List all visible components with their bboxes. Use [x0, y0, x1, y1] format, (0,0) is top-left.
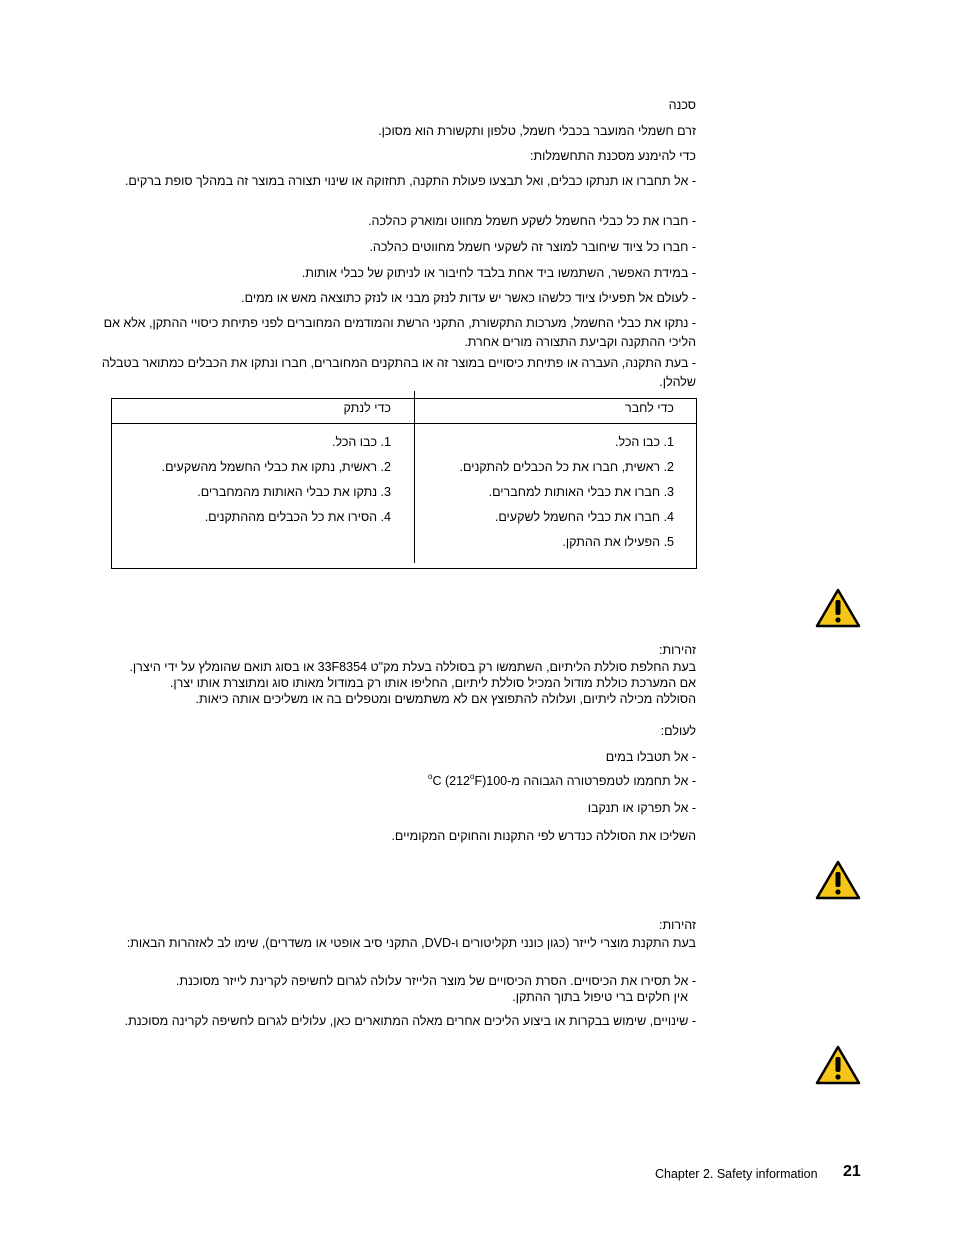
- never-item-3: - אל תפרקו או תנקבו: [587, 801, 696, 815]
- degree-f-sup: o: [470, 772, 475, 781]
- laser-item-1-line-2: אין חלקים ברי טיפול בתוך ההתקן.: [512, 990, 688, 1004]
- laser-caution-heading: זהירות:: [659, 918, 696, 932]
- fahrenheit-unit: F): [474, 774, 487, 788]
- battery-caution-line-3: הסוללה מכילה ליתיום, ועלולה להתפוצץ אם לא משתמשים ומטפלים בה או משליכים אותה כיאות.: [195, 692, 696, 706]
- danger-bullet-4: - במידת האפשר, השתמשו ביד אחת בלבד לחיבור או לניתוק של כבלי אותות.: [301, 266, 696, 280]
- page-number: 21: [843, 1163, 861, 1180]
- fahrenheit-open: (212: [441, 774, 470, 788]
- laser-item-1-line-1: - אל תסירו את הכיסויים. הסרת הכיסויים של מוצר הלייזר עלולה לגרום לחשיפה לקרינת לייזר מסוכנת.: [175, 974, 696, 988]
- danger-prevent-heading: כדי להימנע מסכנת התחשמלות:: [529, 149, 696, 163]
- temperature-prefix: - אל תחממו לטמפרטורה הגבוהה מ-100: [486, 774, 696, 788]
- laser-item-2: - שינויים, שימוש בבקרות או ביצוע הליכים אחרים מאלה המתוארים כאן, עלולים לגרום לחשיפה לקרינה מסוכנת.: [124, 1014, 696, 1028]
- disconnect-steps: [162, 430, 391, 530]
- danger-heading: סכנה: [668, 98, 696, 112]
- never-heading: לעולם:: [660, 724, 696, 738]
- laser-caution-intro: בעת התקנת מוצרי לייזר (כגון כונני תקליטורים ו-DVD, התקני סיב אופטי או משדרים), שימו לב לאזהרות הבאות:: [126, 936, 696, 950]
- warning-triangle-icon: [815, 588, 861, 628]
- connect-step: 2. ראשית, חברו את כל הכבלים להתקנים.: [459, 460, 674, 474]
- disconnect-step: 3. נתקו את כבלי האותות מהמחברים.: [197, 485, 391, 499]
- connect-step: 1. כבו הכל.: [615, 435, 674, 449]
- never-item-2: [428, 773, 696, 790]
- danger-intro: זרם חשמלי המועבר בכבלי חשמל, טלפון ותקשורת הוא מסוכן.: [378, 124, 696, 138]
- connect-steps: [460, 430, 675, 555]
- disconnect-step: 2. ראשית, נתקו את כבלי החשמל מהשקעים.: [161, 460, 391, 474]
- danger-bullet-7: - בעת התקנה, העברה או פתיחת כיסויים במוצר זה או בהתקנים המחוברים, חברו ונתקו את הכבלים כמתואר בטבלה שלהלן.: [101, 356, 696, 389]
- connect-step: 5. הפעילו את ההתקן.: [562, 535, 674, 549]
- warning-triangle-icon: [815, 860, 861, 900]
- footer-chapter: Chapter 2. Safety information: [655, 1167, 818, 1181]
- cable-table: [111, 398, 697, 569]
- battery-caution-heading: זהירות:: [659, 643, 696, 657]
- connect-header: כדי לחבר: [625, 401, 674, 415]
- battery-caution-line-2: אם המערכת כוללת מודול המכיל סוללת ליתיום, החליפו אותו רק במודול מאותו סוג ומתוצרת אותו יצרן.: [169, 676, 696, 690]
- battery-dispose: השליכו את הסוללה כנדרש לפי התקנות והחוקים המקומיים.: [391, 829, 696, 843]
- disconnect-step: 1. כבו הכל.: [332, 435, 391, 449]
- battery-caution-line-1: בעת החלפת סוללת הליתיום, השתמשו רק בסוללה בעלת מק"ט 33F8354 או בסוג תואם שהומלץ על ידי היצרן.: [129, 660, 696, 674]
- celsius-unit: C: [432, 774, 442, 788]
- danger-bullet-3: - חברו כל ציוד שיחובר למוצר זה לשקעי חשמל מחווטים כהלכה.: [369, 240, 696, 254]
- danger-bullet-1: - אל תחברו או תנתקו כבלים, ואל תבצעו פעולת התקנה, תחזוקה או שינוי תצורה במוצר זה במהלך סופת ברקים.: [124, 174, 696, 188]
- danger-bullet-2: - חברו את כל כבלי החשמל לשקע חשמל מחווט ומוארק כהלכה.: [368, 214, 696, 228]
- temperature-value: [428, 774, 486, 788]
- danger-bullet-5: - לעולם אל תפעילו ציוד כלשהו כאשר יש עדות לנזק מבני או לנזק כתוצאה מאש או ממים.: [241, 291, 696, 305]
- danger-bullet-6: - נתקו את כבלי החשמל, מערכות התקשורת, התקני הרשת והמודמים המחוברים לפני פתיחת כיסויי ההתקן, אלא אם הליכי ההתקנה וקביעת התצורה מורים אחרת.: [103, 316, 696, 349]
- connect-step: 4. חברו את כבלי החשמל לשקעים.: [494, 510, 674, 524]
- table-header-divider: [112, 423, 696, 424]
- disconnect-header: כדי לנתק: [343, 401, 391, 415]
- table-column-divider: [414, 391, 415, 563]
- connect-step: 3. חברו את כבלי האותות למחברים.: [488, 485, 674, 499]
- warning-triangle-icon: [815, 1045, 861, 1085]
- disconnect-step: 4. הסירו את כל הכבלים מההתקנים.: [204, 510, 391, 524]
- degree-c-sup: o: [428, 772, 433, 781]
- never-item-1: - אל תטבלו במים: [605, 750, 696, 764]
